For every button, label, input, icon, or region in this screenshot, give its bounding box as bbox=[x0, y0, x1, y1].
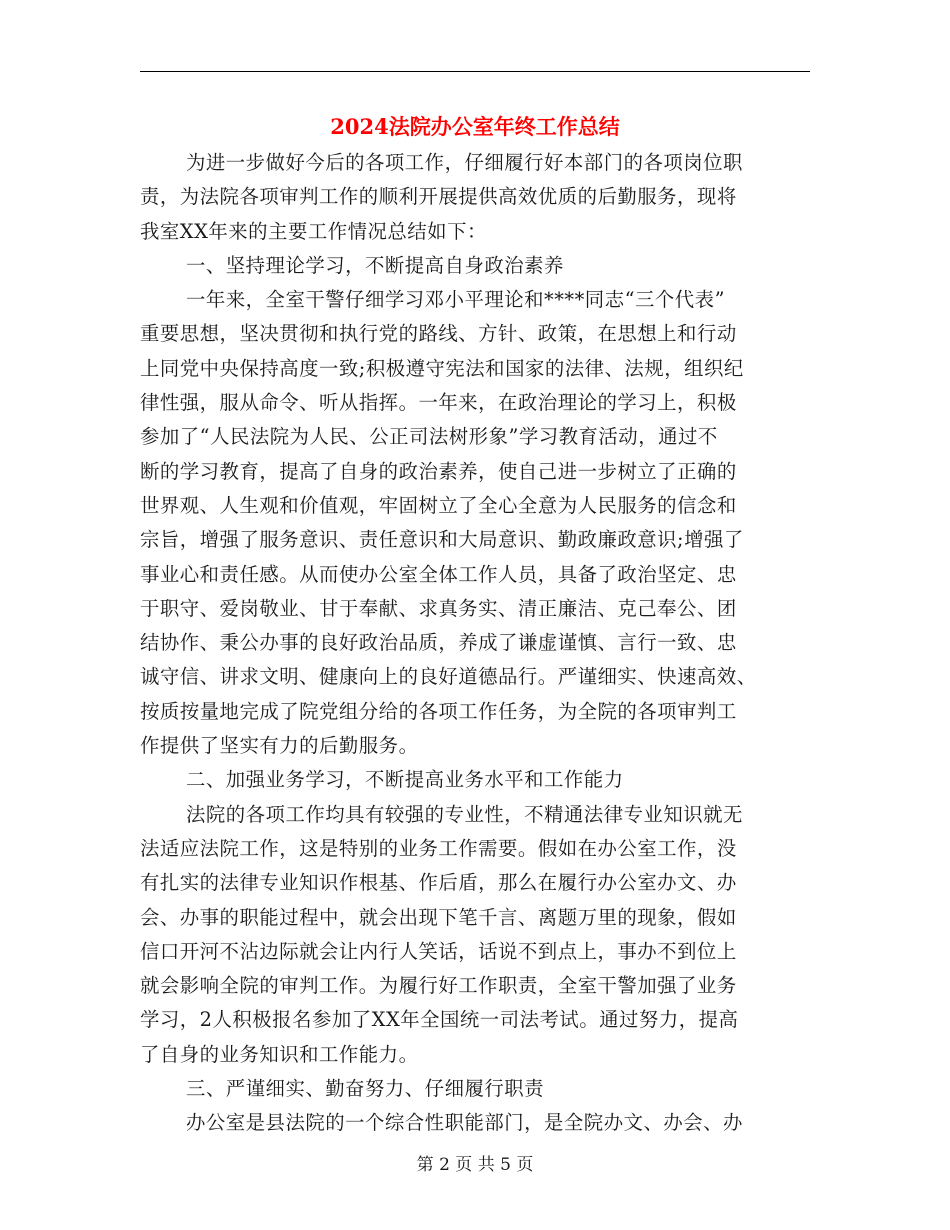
paragraph-line: 了自身的业务知识和工作能力。 bbox=[140, 1042, 419, 1066]
document-body bbox=[140, 146, 810, 1141]
header-rule bbox=[140, 71, 810, 72]
paragraph-line: 于职守、爱岗敬业、甘于奉献、求真务实、清正廉洁、克己奉公、团 bbox=[140, 596, 737, 620]
paragraph-line: 法院的各项工作均具有较强的专业性，不精通法律专业知识就无 bbox=[186, 802, 743, 826]
section-heading: 二、加强业务学习，不断提高业务水平和工作能力 bbox=[186, 768, 624, 792]
paragraph-line: 办公室是县法院的一个综合性职能部门，是全院办文、办会、办 bbox=[186, 1111, 743, 1135]
section-heading: 一、坚持理论学习，不断提高自身政治素养 bbox=[186, 253, 564, 277]
paragraph-line: 就会影响全院的审判工作。为履行好工作职责，全室干警加强了业务 bbox=[140, 974, 737, 998]
paragraph-line: 信口开河不沾边际就会让内行人笑话，话说不到点上，事办不到位上 bbox=[140, 939, 737, 963]
paragraph-line: 会、办事的职能过程中，就会出现下笔千言、离题万里的现象，假如 bbox=[140, 905, 737, 929]
paragraph-line: 学习，2人积极报名参加了XX年全国统一司法考试。通过努力，提高 bbox=[140, 1008, 739, 1032]
paragraph-line: 我室XX年来的主要工作情况总结如下： bbox=[140, 219, 487, 243]
paragraph-line: 一年来，全室干警仔细学习邓小平理论和****同志“三个代表” bbox=[186, 288, 725, 312]
paragraph-line: 事业心和责任感。从而使办公室全体工作人员，具备了政治坚定、忠 bbox=[140, 562, 737, 586]
paragraph-line: 有扎实的法律专业知识作根基、作后盾，那么在履行办公室办文、办 bbox=[140, 871, 737, 895]
paragraph-line: 重要思想，坚决贯彻和执行党的路线、方针、政策，在思想上和行动 bbox=[140, 322, 737, 346]
paragraph-line: 参加了“人民法院为人民、公正司法树形象”学习教育活动，通过不 bbox=[140, 425, 718, 449]
paragraph-line: 诚守信、讲求文明、健康向上的良好道德品行。严谨细实、快速高效、 bbox=[140, 665, 757, 689]
paragraph-line: 责，为法院各项审判工作的顺利开展提供高效优质的后勤服务，现将 bbox=[140, 185, 737, 209]
paragraph-line: 上同党中央保持高度一致;积极遵守宪法和国家的法律、法规，组织纪 bbox=[140, 356, 744, 380]
paragraph-line: 结协作、秉公办事的良好政治品质，养成了谦虚谨慎、言行一致、忠 bbox=[140, 631, 737, 655]
document-title: 2024法院办公室年终工作总结 bbox=[330, 114, 620, 139]
page-number: 第 2 页 共 5 页 bbox=[416, 1155, 534, 1175]
paragraph-line: 断的学习教育，提高了自身的政治素养，使自己进一步树立了正确的 bbox=[140, 459, 737, 483]
paragraph-line: 为进一步做好今后的各项工作，仔细履行好本部门的各项岗位职 bbox=[186, 151, 743, 174]
paragraph-line: 法适应法院工作，这是特别的业务工作需要。假如在办公室工作，没 bbox=[140, 836, 737, 860]
section-heading: 三、严谨细实、勤奋努力、仔细履行职责 bbox=[186, 1077, 545, 1101]
paragraph-line: 世界观、人生观和价值观，牢固树立了全心全意为人民服务的信念和 bbox=[140, 493, 737, 517]
paragraph-line: 律性强，服从命令、听从指挥。一年来，在政治理论的学习上，积极 bbox=[140, 391, 737, 415]
paragraph-line: 宗旨，增强了服务意识、责任意识和大局意识、勤政廉政意识;增强了 bbox=[140, 528, 744, 552]
paragraph-line: 作提供了坚实有力的后勤服务。 bbox=[140, 734, 419, 758]
paragraph-line: 按质按量地完成了院党组分给的各项工作任务，为全院的各项审判工 bbox=[140, 699, 737, 723]
